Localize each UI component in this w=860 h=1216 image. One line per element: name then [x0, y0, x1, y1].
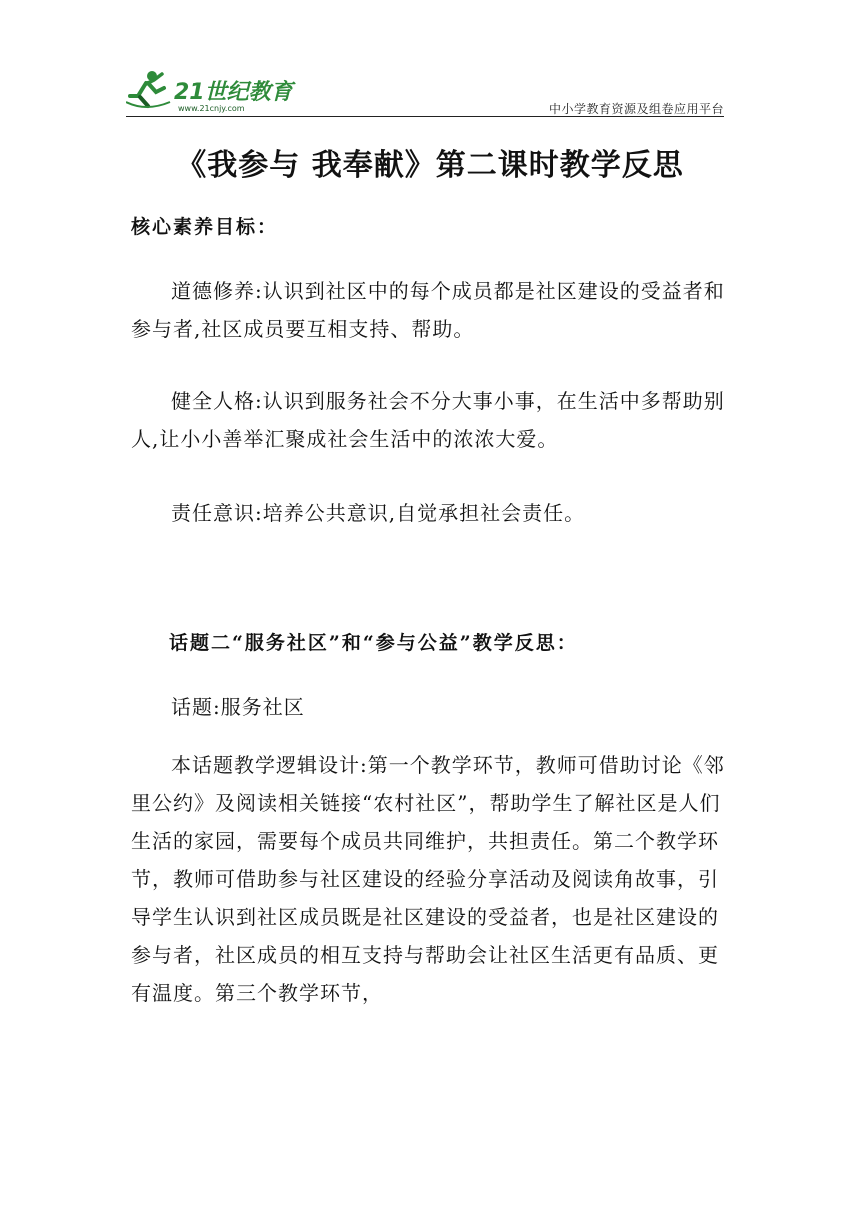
topic-heading: 话题二“服务社区”和“参与公益”教学反思：: [169, 632, 578, 654]
goal-paragraph: 健全人格:认识到服务社会不分大事小事，在生活中多帮助别人,让小小善举汇聚成社会生活中的浓浓大爱。: [131, 389, 725, 451]
logo-url: www.21cnjy.com: [178, 104, 245, 113]
header-caption: 中小学教育资源及组卷应用平台: [548, 102, 724, 116]
section-heading: 核心素养目标：: [131, 216, 279, 238]
topic-label: 话题:服务社区: [171, 695, 305, 719]
site-logo: [126, 66, 296, 114]
goal-paragraph: 道德修养:认识到社区中的每个成员都是社区建设的受益者和参与者,社区成员要互相支持、帮助。: [131, 279, 725, 341]
topic-body: 本话题教学逻辑设计:第一个教学环节，教师可借助讨论《邻里公约》及阅读相关链接“农村社区”，帮助学生了解社区是人们生活的家园，需要每个成员共同维护，共担责任。第二个教学环节，教师可借助参与社区建设的经验分享活动及阅读角故事，引导学生认识到社区成员既是社区建设的受益者，也是社区建设的参与者，社区成员的相互支持与帮助会让社区生活更有品质、更有温度。第三个教学环节，: [131, 753, 725, 1005]
logo-text: 21世纪教育: [174, 80, 293, 105]
goal-paragraph: 责任意识:培养公共意识,自觉承担社会责任。: [171, 501, 586, 525]
document-title: 《我参与 我奉献》第二课时教学反思: [176, 148, 684, 183]
page-header: [126, 66, 724, 118]
header-divider: [126, 116, 724, 117]
